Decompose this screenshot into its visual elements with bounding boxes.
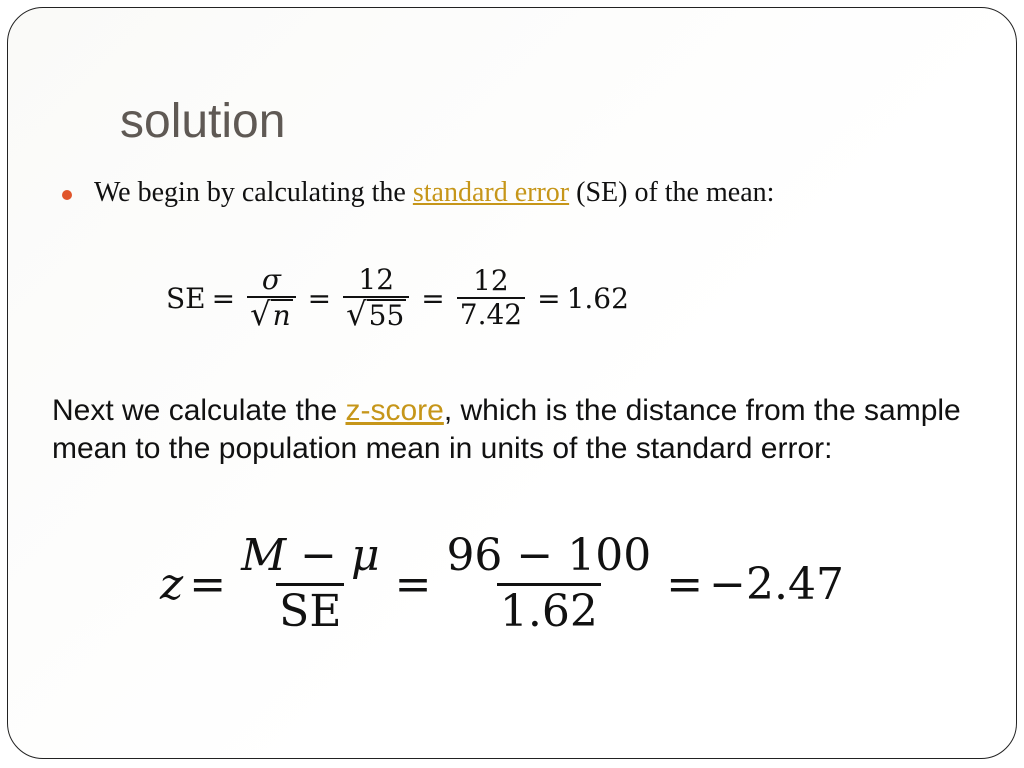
root-55-denominator	[343, 296, 409, 332]
se-result: 1.62	[566, 281, 629, 315]
slide-frame	[7, 7, 1017, 759]
standard-error-equation	[166, 264, 629, 332]
equals-sign: =	[307, 281, 332, 315]
square-root	[250, 295, 293, 334]
bullet-prefix: We begin by calculating the	[94, 177, 413, 208]
se-lhs: SE	[166, 281, 206, 315]
radicand-55: 55	[368, 299, 405, 332]
equals-sign: =	[189, 558, 227, 610]
bullet-text	[94, 176, 774, 210]
equals-sign: =	[394, 558, 432, 610]
equals-sign: =	[537, 281, 561, 315]
fraction-12-over-7.42	[457, 265, 525, 331]
bullet-dot-icon	[62, 190, 72, 200]
fraction-12-over-root-55	[343, 264, 409, 332]
equals-sign: =	[666, 558, 704, 610]
bullet-suffix: (SE) of the mean:	[569, 177, 775, 208]
numerator-m-minus-mu: M − μ	[241, 530, 380, 581]
root-n-denominator	[247, 296, 296, 332]
radicand-n: n	[272, 299, 291, 332]
standard-error-link[interactable]: standard error	[412, 177, 570, 208]
square-root	[346, 295, 406, 334]
numerator-12: 12	[358, 263, 395, 296]
z-score-equation	[160, 530, 844, 639]
paragraph-suffix: , which is the distance from the sample mean to the population mean in units of the standard error:	[52, 394, 961, 465]
z-lhs: z	[160, 558, 184, 610]
fraction-sigma-over-root-n	[247, 264, 296, 332]
radical-sign-icon: √	[346, 295, 367, 334]
z-score-paragraph	[52, 392, 992, 468]
numerator-96-minus-100: 96 − 100	[446, 530, 652, 581]
denominator-1.62: 1.62	[497, 583, 601, 639]
equals-sign: =	[421, 281, 445, 315]
fraction-m-minus-mu-over-se	[238, 530, 383, 639]
sigma-numerator: σ	[261, 263, 281, 296]
denominator-se: SE	[276, 583, 344, 639]
fraction-96-minus-100-over-1.62	[443, 530, 654, 639]
slide-title: solution	[120, 95, 286, 148]
z-result: −2.47	[709, 558, 844, 610]
z-score-link[interactable]: z-score	[345, 394, 444, 427]
equals-sign: =	[211, 281, 236, 315]
radical-sign-icon: √	[250, 295, 271, 334]
paragraph-prefix: Next we calculate the	[52, 394, 346, 427]
denominator-7.42: 7.42	[457, 297, 525, 331]
numerator-12: 12	[473, 264, 509, 297]
